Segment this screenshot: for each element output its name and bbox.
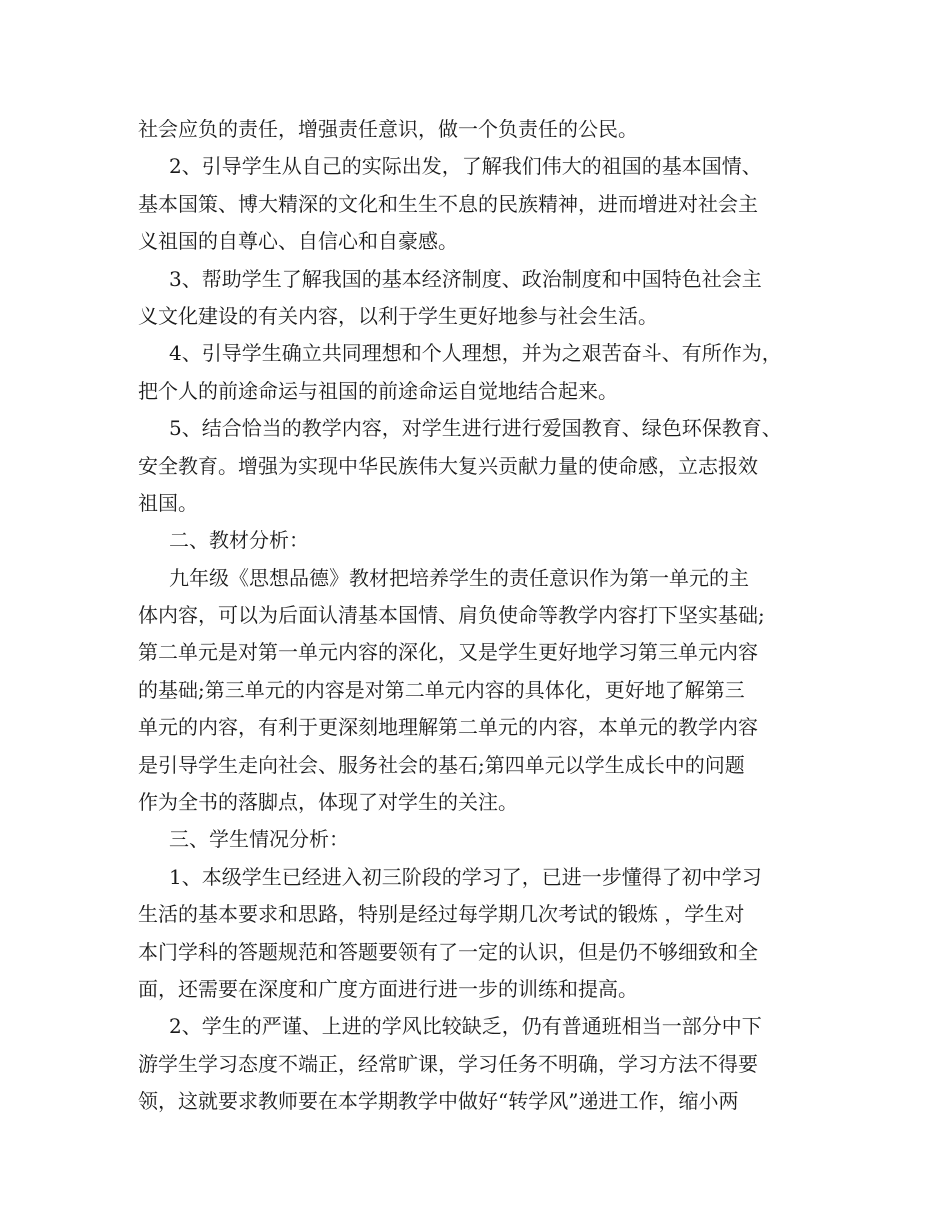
text-line: 体内容，可以为后面认清基本国情、肩负使命等教学内容打下坚实基础; xyxy=(138,603,765,628)
text-line: 义祖国的自尊心、自信心和自豪感。 xyxy=(138,229,458,254)
text-line: 的基础;第三单元的内容是对第二单元内容的具体化，更好地了解第三 xyxy=(138,677,745,702)
section-heading: 二、教材分析： xyxy=(169,528,309,553)
text-line: 安全教育。增强为实现中华民族伟大复兴贡献力量的使命感，立志报效 xyxy=(138,453,758,478)
text-line: 本门学科的答题规范和答题要领有了一定的认识，但是仍不够细致和全 xyxy=(138,939,758,964)
text-line: 把个人的前途命运与祖国的前途命运自觉地结合起来。 xyxy=(138,378,618,403)
text-line: 5、结合恰当的教学内容，对学生进行进行爱国教育、绿色环保教育、 xyxy=(169,416,782,441)
text-line: 1、本级学生已经进入初三阶段的学习了，已进一步懂得了初中学习 xyxy=(169,864,762,889)
text-line: 领，这就要求教师要在本学期教学中做好“转学风”递进工作，缩小两 xyxy=(138,1089,739,1114)
text-line: 社会应负的责任，增强责任意识，做一个负责任的公民。 xyxy=(138,117,638,141)
text-line: 作为全书的落脚点，体现了对学生的关注。 xyxy=(138,790,518,815)
document-page xyxy=(138,111,818,1121)
text-line: 4、引导学生确立共同理想和个人理想，并为之艰苦奋斗、有所作为， xyxy=(169,341,782,366)
text-line: 生活的基本要求和思路，特别是经过每学期几次考试的锻炼 ，学生对 xyxy=(138,902,745,927)
text-line: 2、学生的严谨、上进的学风比较缺乏，仍有普通班相当一部分中下 xyxy=(169,1014,762,1039)
text-line: 面，还需要在深度和广度方面进行进一步的训练和提高。 xyxy=(138,976,638,1001)
text-line: 基本国策、博大精深的文化和生生不息的民族精神，进而增进对社会主 xyxy=(138,191,758,216)
section-heading: 三、学生情况分析： xyxy=(169,827,349,852)
text-line: 3、帮助学生了解我国的基本经济制度、政治制度和中国特色社会主 xyxy=(169,266,762,291)
text-line: 义文化建设的有关内容，以利于学生更好地参与社会生活。 xyxy=(138,303,658,328)
text-line: 单元的内容，有利于更深刻地理解第二单元的内容，本单元的教学内容 xyxy=(138,715,758,740)
text-line: 游学生学习态度不端正，经常旷课，学习任务不明确，学习方法不得要 xyxy=(138,1051,758,1076)
text-line: 2、引导学生从自己的实际出发，了解我们伟大的祖国的基本国情、 xyxy=(169,154,762,179)
text-line: 是引导学生走向社会、服务社会的基石;第四单元以学生成长中的问题 xyxy=(138,752,745,777)
text-line: 第二单元是对第一单元内容的深化，又是学生更好地学习第三单元内容 xyxy=(138,640,758,665)
text-line: 九年级《思想品德》教材把培养学生的责任意识作为第一单元的主 xyxy=(169,565,749,590)
text-line: 祖国。 xyxy=(138,490,198,515)
